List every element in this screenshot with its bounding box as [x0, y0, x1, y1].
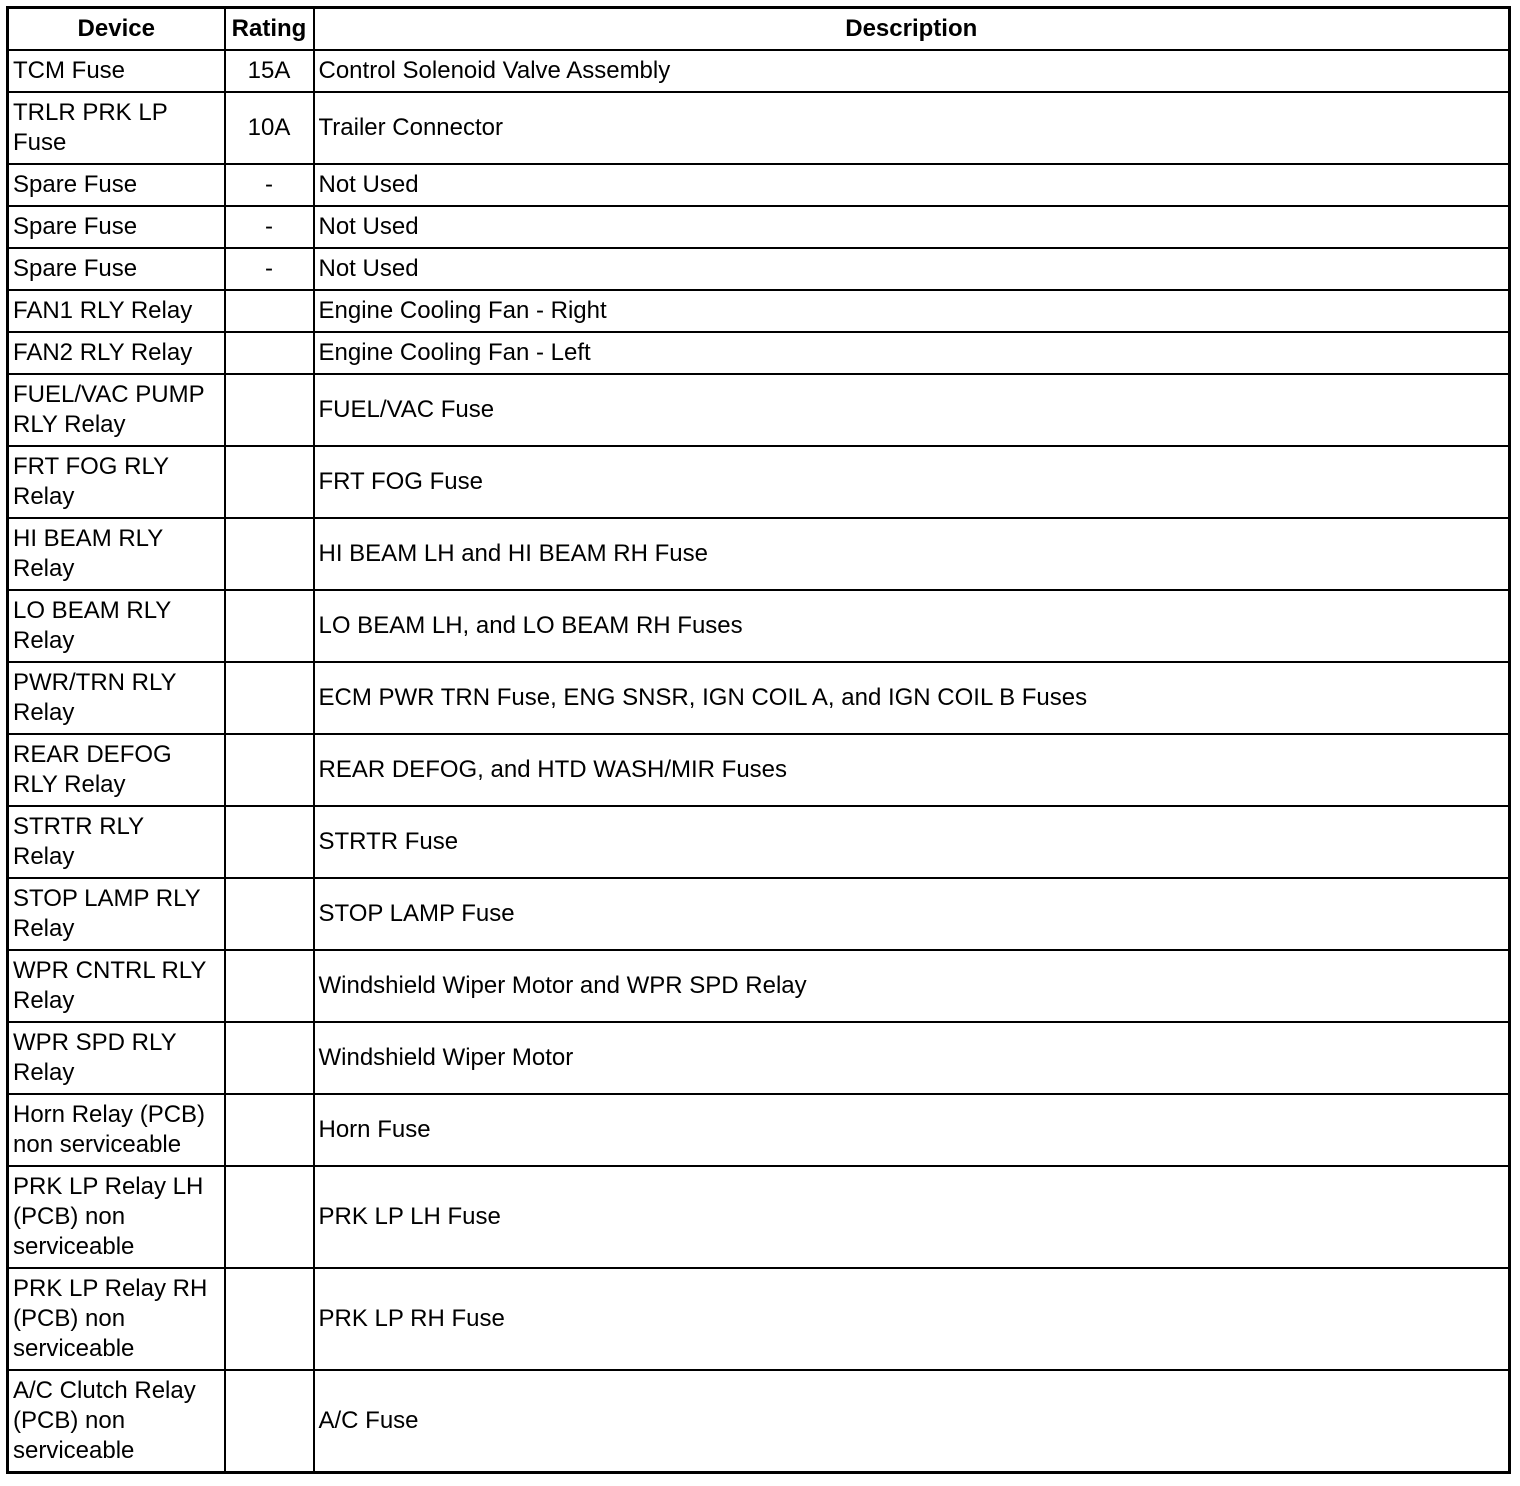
- device-cell: [8, 734, 225, 806]
- device-cell: [8, 374, 225, 446]
- rating-cell: [225, 1268, 314, 1370]
- description-cell: Control Solenoid Valve Assembly: [314, 50, 1510, 92]
- device-line: Spare Fuse: [13, 171, 138, 198]
- device-cell: [8, 662, 225, 734]
- description-cell: A/C Fuse: [314, 1370, 1510, 1473]
- device-line: Fuse: [13, 129, 67, 156]
- device-line: Spare Fuse: [13, 255, 138, 282]
- rating-cell: [225, 734, 314, 806]
- table-row: [8, 590, 1510, 662]
- device-cell: [8, 1268, 225, 1370]
- device-line: LO BEAM RLY: [13, 597, 172, 624]
- device-cell: [8, 1166, 225, 1268]
- description-cell: Trailer Connector: [314, 92, 1510, 164]
- device-line: FAN1 RLY Relay: [13, 297, 193, 324]
- device-cell: [8, 50, 225, 92]
- device-cell: [8, 518, 225, 590]
- device-cell: [8, 248, 225, 290]
- device-line: serviceable: [13, 1437, 135, 1464]
- table-row: [8, 248, 1510, 290]
- rating-cell: 15A: [225, 50, 314, 92]
- rating-cell: [225, 1166, 314, 1268]
- rating-cell: [225, 590, 314, 662]
- table-row: [8, 1268, 1510, 1370]
- description-cell: PRK LP RH Fuse: [314, 1268, 1510, 1370]
- device-line: RLY Relay: [13, 771, 126, 798]
- description-cell: LO BEAM LH, and LO BEAM RH Fuses: [314, 590, 1510, 662]
- table-row: [8, 92, 1510, 164]
- table-row: [8, 446, 1510, 518]
- device-line: STOP LAMP RLY: [13, 885, 201, 912]
- table-row: [8, 1094, 1510, 1166]
- rating-cell: [225, 1370, 314, 1473]
- rating-cell: [225, 662, 314, 734]
- table-row: [8, 662, 1510, 734]
- device-line: PRK LP Relay RH: [13, 1275, 208, 1302]
- table-row: [8, 1166, 1510, 1268]
- device-cell: [8, 446, 225, 518]
- device-line: A/C Clutch Relay: [13, 1377, 196, 1404]
- device-line: non serviceable: [13, 1131, 182, 1158]
- rating-cell: [225, 518, 314, 590]
- device-cell: [8, 1022, 225, 1094]
- rating-cell: [225, 806, 314, 878]
- rating-cell: [225, 446, 314, 518]
- description-cell: ECM PWR TRN Fuse, ENG SNSR, IGN COIL A, and IGN COIL B Fuses: [314, 662, 1510, 734]
- table-row: [8, 50, 1510, 92]
- rating-cell: [225, 1094, 314, 1166]
- device-line: RLY Relay: [13, 411, 126, 438]
- table-row: [8, 878, 1510, 950]
- device-cell: [8, 164, 225, 206]
- device-line: Relay: [13, 627, 75, 654]
- device-line: Relay: [13, 915, 75, 942]
- description-cell: Horn Fuse: [314, 1094, 1510, 1166]
- device-line: Relay: [13, 987, 75, 1014]
- device-line: Relay: [13, 699, 75, 726]
- rating-cell: [225, 374, 314, 446]
- table-row: [8, 806, 1510, 878]
- description-cell: STOP LAMP Fuse: [314, 878, 1510, 950]
- description-cell: Engine Cooling Fan - Left: [314, 332, 1510, 374]
- description-cell: Windshield Wiper Motor: [314, 1022, 1510, 1094]
- description-cell: STRTR Fuse: [314, 806, 1510, 878]
- rating-cell: [225, 332, 314, 374]
- description-cell: PRK LP LH Fuse: [314, 1166, 1510, 1268]
- device-line: HI BEAM RLY: [13, 525, 164, 552]
- description-cell: Not Used: [314, 164, 1510, 206]
- device-cell: [8, 92, 225, 164]
- table-row: [8, 734, 1510, 806]
- table-row: [8, 950, 1510, 1022]
- device-line: Relay: [13, 843, 75, 870]
- device-cell: [8, 1370, 225, 1473]
- rating-cell: [225, 290, 314, 332]
- description-cell: Not Used: [314, 206, 1510, 248]
- rating-cell: 10A: [225, 92, 314, 164]
- device-line: Relay: [13, 1059, 75, 1086]
- rating-cell: -: [225, 206, 314, 248]
- device-line: Horn Relay (PCB): [13, 1101, 206, 1128]
- header-rating: Rating: [225, 8, 314, 51]
- table-row: [8, 374, 1510, 446]
- device-cell: [8, 206, 225, 248]
- device-line: WPR CNTRL RLY: [13, 957, 207, 984]
- device-line: serviceable: [13, 1233, 135, 1260]
- table-row: [8, 1022, 1510, 1094]
- device-line: FUEL/VAC PUMP: [13, 381, 205, 408]
- table-row: [8, 1370, 1510, 1473]
- device-line: (PCB) non: [13, 1305, 126, 1332]
- device-line: TRLR PRK LP: [13, 99, 168, 126]
- rating-cell: [225, 878, 314, 950]
- header-row: [8, 8, 1510, 51]
- description-cell: REAR DEFOG, and HTD WASH/MIR Fuses: [314, 734, 1510, 806]
- device-line: REAR DEFOG: [13, 741, 172, 768]
- device-line: FAN2 RLY Relay: [13, 339, 193, 366]
- device-line: Relay: [13, 555, 75, 582]
- table-row: [8, 518, 1510, 590]
- device-line: Spare Fuse: [13, 213, 138, 240]
- table-body: [8, 50, 1510, 1473]
- table-row: [8, 332, 1510, 374]
- rating-cell: -: [225, 248, 314, 290]
- table-row: [8, 206, 1510, 248]
- device-cell: [8, 1094, 225, 1166]
- device-line: PWR/TRN RLY: [13, 669, 177, 696]
- table-row: [8, 164, 1510, 206]
- description-cell: FUEL/VAC Fuse: [314, 374, 1510, 446]
- device-line: STRTR RLY: [13, 813, 145, 840]
- device-line: (PCB) non: [13, 1407, 126, 1434]
- device-line: FRT FOG RLY: [13, 453, 170, 480]
- description-cell: FRT FOG Fuse: [314, 446, 1510, 518]
- description-cell: HI BEAM LH and HI BEAM RH Fuse: [314, 518, 1510, 590]
- device-line: PRK LP Relay LH: [13, 1173, 204, 1200]
- header-description: Description: [314, 8, 1510, 51]
- table-row: [8, 290, 1510, 332]
- rating-cell: [225, 950, 314, 1022]
- device-line: Relay: [13, 483, 75, 510]
- device-line: serviceable: [13, 1335, 135, 1362]
- device-line: (PCB) non: [13, 1203, 126, 1230]
- device-cell: [8, 806, 225, 878]
- device-cell: [8, 332, 225, 374]
- description-cell: Windshield Wiper Motor and WPR SPD Relay: [314, 950, 1510, 1022]
- device-cell: [8, 878, 225, 950]
- rating-cell: -: [225, 164, 314, 206]
- description-cell: Not Used: [314, 248, 1510, 290]
- device-line: TCM Fuse: [13, 57, 126, 84]
- device-cell: [8, 290, 225, 332]
- rating-cell: [225, 1022, 314, 1094]
- device-cell: [8, 590, 225, 662]
- device-line: WPR SPD RLY: [13, 1029, 177, 1056]
- device-cell: [8, 950, 225, 1022]
- header-device: Device: [8, 8, 225, 51]
- fuse-relay-table: [6, 6, 1511, 1474]
- description-cell: Engine Cooling Fan - Right: [314, 290, 1510, 332]
